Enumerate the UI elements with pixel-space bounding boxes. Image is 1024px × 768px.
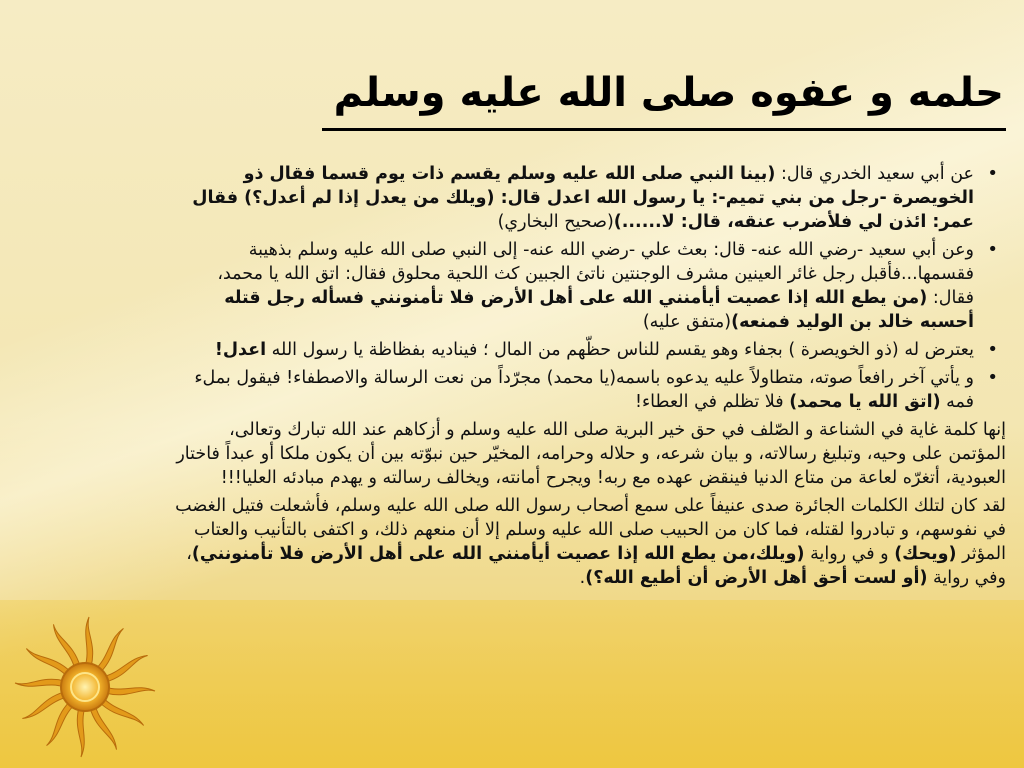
bullet-1-source: (صحيح البخاري)	[497, 212, 614, 232]
bullet-item-1	[172, 162, 1004, 234]
paragraph-2-text-4: .	[579, 568, 586, 588]
paragraph-2-bold-1: (ويحك)	[894, 544, 957, 564]
bullet-2-bold: (من يطع الله إذا عصيت أيأمنني الله على أهل الأرض فلا تأمنونني فسأله رجل قتله أحسبه خالد بن الوليد فمنعه)	[224, 288, 974, 332]
bullet-item-3	[172, 338, 1004, 362]
paragraph-2-text-1: لقد كان لتلك الكلمات الجائرة صدى عنيفاً على سمع أصحاب رسول الله صلى الله عليه وسلم، فأشعلت فتيل الغضب في نفوسهم، و تبادروا لقتله، فما كان من الحبيب صلى الله عليه وسلم إلا أن منعهم ذلك، و اكتفى بالتأنيب والعتاب المؤثر	[175, 496, 1006, 564]
bullet-symbol: •	[987, 367, 998, 388]
bullet-symbol: •	[987, 163, 998, 184]
bullet-item-2	[172, 238, 1004, 334]
bullet-4-text-end: فلا تظلم في العطاء!	[634, 392, 790, 412]
paragraph-2-bold-3: (أو لست أحق أهل الأرض أن أطيع الله؟)	[585, 568, 928, 588]
bullet-2-text: وعن أبي سعيد -رضي الله عنه- قال: بعث علي -رضي الله عنه- إلى النبي صلى الله عليه وسلم بذهيبة فقسمها...فأقبل رجل غائر العينين مشرف الوجنتين ناتئ الجبين كث اللحية محلوق فقال: اتق الله يا محمد، فقال:	[217, 240, 974, 308]
bullet-item-4	[172, 366, 1004, 414]
bullet-4-bold: (اتق الله يا محمد)	[789, 392, 941, 412]
sun-ornament-icon	[10, 612, 160, 762]
paragraph-2-bold-2: (ويلك،من يطع الله إذا عصيت أيأمنني الله على أهل الأرض فلا تأمنونني)	[191, 544, 805, 564]
paragraph-1: إنها كلمة غاية في الشناعة و الصّلف في حق خير البرية صلى الله عليه وسلم و أزكاهم عند الله تبارك وتعالى، المؤتمن على وحيه، وتبليغ رسالاته، و بيان شرعه، و حلاله وحرامه، المخيّر حين نبوّته بين أن يكون ملكا أو عبداً فاختار العبودية، أتغرّه لعاعة من متاع الدنيا فينقض عهده مع ربه! ويجرح أمانته، ويخالف رسالته و يهدم مبادئه العليا!!!	[176, 420, 1006, 488]
bullet-1-text: عن أبي سعيد الخدري قال:	[775, 164, 974, 184]
paragraph-2-text-3: ، وفي رواية	[186, 544, 1006, 588]
slide-content	[172, 162, 1004, 594]
slide-title: حلمه و عفوه صلى الله عليه وسلم	[333, 70, 1004, 116]
bullet-3-bold: اعدل!	[214, 340, 267, 360]
paragraph-2	[172, 494, 1006, 590]
title-underline	[322, 128, 1006, 131]
bullet-1-bold: (بينا النبي صلى الله عليه وسلم يقسم ذات يوم قسما فقال ذو الخويصرة -رجل من بني تميم-: يا رسول الله اعدل قال: (ويلك من يعدل إذا لم أعدل؟) فقال عمر: ائذن لي فلأضرب عنقه، قال: لا......)	[192, 164, 974, 232]
paragraph-2-text-2: و في رواية	[804, 544, 895, 564]
bullet-symbol: •	[987, 339, 998, 360]
bullet-2-source: (متفق عليه)	[642, 312, 732, 332]
bullet-4-text: و يأتي آخر رافعاً صوته، متطاولاً عليه يدعوه باسمه(يا محمد) مجرّداً من نعت الرسالة والاصطفاء! فيقول بملء فمه	[194, 368, 974, 412]
bullet-3-text: يعترض له (ذو الخويصرة ) بجفاء وهو يقسم للناس حظّهم من المال ؛ فيناديه بفظاظة يا رسول الله	[266, 340, 974, 360]
bullet-symbol: •	[987, 239, 998, 260]
